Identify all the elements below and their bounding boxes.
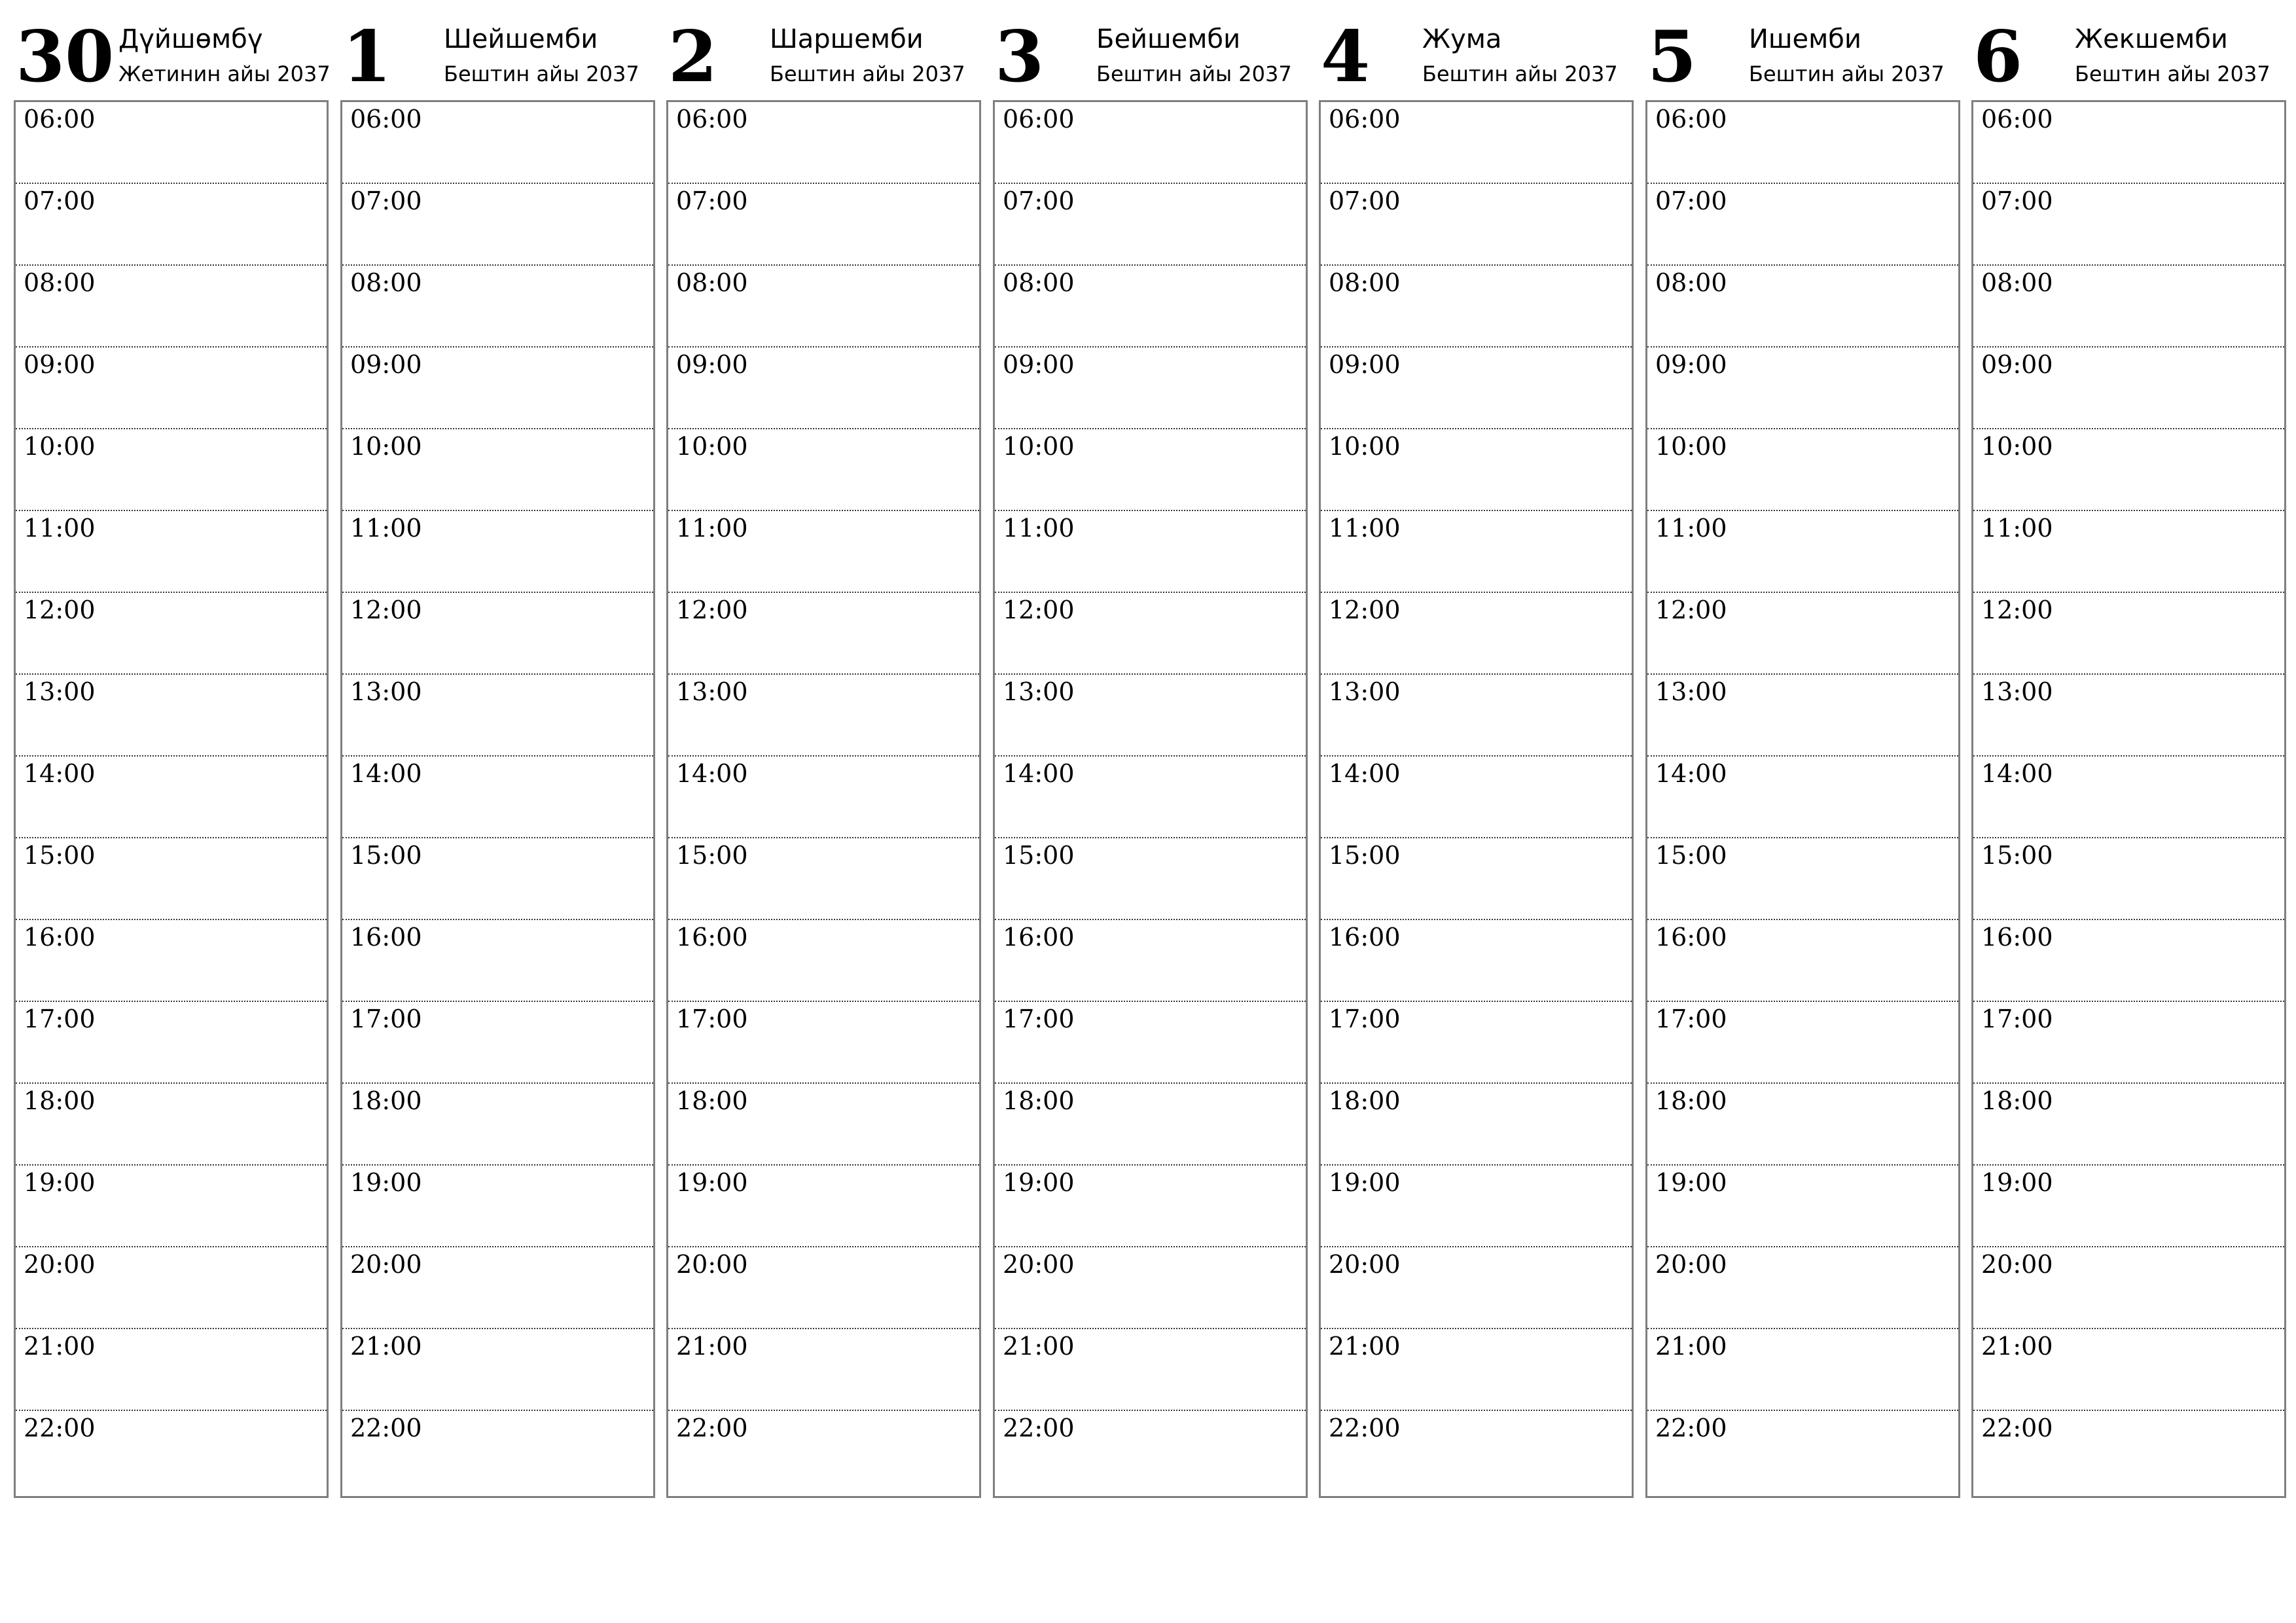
time-slot[interactable] xyxy=(1647,184,1958,266)
time-slot[interactable] xyxy=(1973,757,2284,838)
day-header xyxy=(666,0,978,99)
weekday-name: Дүйшөмбү xyxy=(118,24,263,54)
time-slot-label: 18:00 xyxy=(1003,1086,1075,1115)
time-slot-label: 11:00 xyxy=(1655,514,1727,543)
time-slot-label: 19:00 xyxy=(1655,1168,1727,1197)
day-schedule-box xyxy=(1971,100,2286,1498)
time-slot[interactable] xyxy=(16,1002,327,1084)
time-slot[interactable] xyxy=(995,593,1306,675)
time-slot-label: 19:00 xyxy=(1981,1168,2053,1197)
month-year-label: Бештин айы 2037 xyxy=(1422,62,1618,86)
time-slot[interactable] xyxy=(995,184,1306,266)
time-slot-label: 21:00 xyxy=(1981,1332,2053,1361)
time-slot[interactable] xyxy=(342,1002,653,1084)
time-slot[interactable] xyxy=(342,266,653,348)
month-year-label: Жетинин айы 2037 xyxy=(118,62,331,86)
time-slot-label: 09:00 xyxy=(676,350,748,379)
time-slot[interactable] xyxy=(1973,102,2284,184)
time-slot[interactable] xyxy=(1321,675,1632,757)
time-slot-label: 20:00 xyxy=(1981,1250,2053,1279)
time-slot-label: 08:00 xyxy=(676,268,748,297)
time-slot[interactable] xyxy=(1321,266,1632,348)
time-slot[interactable] xyxy=(16,675,327,757)
time-slot[interactable] xyxy=(1321,1329,1632,1411)
time-slot[interactable] xyxy=(1321,429,1632,511)
time-slot-label: 20:00 xyxy=(676,1250,748,1279)
time-slot[interactable] xyxy=(1321,348,1632,429)
time-slot-label: 11:00 xyxy=(1329,514,1401,543)
month-year-label: Бештин айы 2037 xyxy=(444,62,639,86)
day-column xyxy=(14,0,331,1442)
time-slot-label: 06:00 xyxy=(1655,105,1727,134)
time-slot[interactable] xyxy=(995,348,1306,429)
time-slot-label: 07:00 xyxy=(1329,187,1401,215)
time-slot[interactable] xyxy=(1973,348,2284,429)
time-slot-label: 22:00 xyxy=(1981,1414,2053,1442)
time-slot[interactable] xyxy=(342,184,653,266)
time-slot[interactable] xyxy=(1647,1411,1958,1493)
time-slot[interactable] xyxy=(1647,348,1958,429)
time-slot-label: 12:00 xyxy=(24,596,96,624)
time-slot[interactable] xyxy=(668,1329,979,1411)
time-slot[interactable] xyxy=(1321,757,1632,838)
day-number: 4 xyxy=(1321,16,1371,98)
time-slot[interactable] xyxy=(16,1084,327,1166)
day-schedule-box xyxy=(340,100,655,1498)
time-slot[interactable] xyxy=(342,1411,653,1493)
time-slot[interactable] xyxy=(1973,675,2284,757)
time-slot-label: 22:00 xyxy=(1003,1414,1075,1442)
time-slot-label: 07:00 xyxy=(1655,187,1727,215)
time-slot-label: 07:00 xyxy=(24,187,96,215)
day-header xyxy=(993,0,1305,99)
time-slot[interactable] xyxy=(1647,1084,1958,1166)
time-slot-label: 22:00 xyxy=(1655,1414,1727,1442)
time-slot-label: 20:00 xyxy=(1003,1250,1075,1279)
time-slot[interactable] xyxy=(342,920,653,1002)
day-schedule-box xyxy=(14,100,329,1498)
time-slot[interactable] xyxy=(342,1247,653,1329)
time-slot-label: 20:00 xyxy=(350,1250,422,1279)
time-slot-label: 22:00 xyxy=(676,1414,748,1442)
time-slot-label: 10:00 xyxy=(1655,432,1727,461)
time-slot[interactable] xyxy=(1321,102,1632,184)
time-slot-label: 15:00 xyxy=(24,841,96,870)
time-slot[interactable] xyxy=(1647,593,1958,675)
time-slot-label: 08:00 xyxy=(1981,268,2053,297)
time-slot-label: 18:00 xyxy=(676,1086,748,1115)
time-slot[interactable] xyxy=(995,1411,1306,1493)
time-slot[interactable] xyxy=(1973,1166,2284,1247)
time-slot[interactable] xyxy=(1321,920,1632,1002)
time-slot-label: 16:00 xyxy=(676,923,748,952)
time-slot-label: 12:00 xyxy=(1329,596,1401,624)
time-slot[interactable] xyxy=(342,1329,653,1411)
time-slot-label: 09:00 xyxy=(24,350,96,379)
time-slot-label: 21:00 xyxy=(24,1332,96,1361)
day-schedule-box xyxy=(993,100,1308,1498)
time-slot-label: 21:00 xyxy=(676,1332,748,1361)
time-slot[interactable] xyxy=(1973,1329,2284,1411)
time-slot[interactable] xyxy=(668,757,979,838)
time-slot[interactable] xyxy=(16,838,327,920)
time-slot-label: 18:00 xyxy=(24,1086,96,1115)
time-slot[interactable] xyxy=(1973,184,2284,266)
time-slot-label: 20:00 xyxy=(1655,1250,1727,1279)
time-slot-label: 19:00 xyxy=(1329,1168,1401,1197)
time-slot[interactable] xyxy=(668,348,979,429)
time-slot-label: 11:00 xyxy=(1981,514,2053,543)
time-slot[interactable] xyxy=(668,511,979,593)
time-slot[interactable] xyxy=(1973,266,2284,348)
time-slot-label: 10:00 xyxy=(676,432,748,461)
day-column xyxy=(1319,0,1631,1442)
month-year-label: Бештин айы 2037 xyxy=(770,62,965,86)
time-slot-label: 13:00 xyxy=(350,677,422,706)
time-slot[interactable] xyxy=(995,1329,1306,1411)
time-slot[interactable] xyxy=(995,838,1306,920)
time-slot-label: 10:00 xyxy=(1329,432,1401,461)
time-slot[interactable] xyxy=(16,429,327,511)
time-slot-label: 09:00 xyxy=(1981,350,2053,379)
time-slot-label: 09:00 xyxy=(1003,350,1075,379)
time-slot-label: 08:00 xyxy=(24,268,96,297)
time-slot[interactable] xyxy=(1647,102,1958,184)
time-slot-label: 13:00 xyxy=(24,677,96,706)
time-slot-label: 07:00 xyxy=(1981,187,2053,215)
time-slot-label: 15:00 xyxy=(1329,841,1401,870)
time-slot-label: 06:00 xyxy=(676,105,748,134)
day-header xyxy=(1645,0,1958,99)
weekday-name: Жекшемби xyxy=(2075,24,2228,54)
time-slot-label: 14:00 xyxy=(24,759,96,788)
time-slot[interactable] xyxy=(995,511,1306,593)
time-slot-label: 21:00 xyxy=(1003,1332,1075,1361)
time-slot[interactable] xyxy=(668,102,979,184)
month-year-label: Бештин айы 2037 xyxy=(1096,62,1292,86)
time-slot-label: 15:00 xyxy=(350,841,422,870)
time-slot-label: 19:00 xyxy=(676,1168,748,1197)
time-slot-label: 11:00 xyxy=(676,514,748,543)
time-slot-label: 09:00 xyxy=(350,350,422,379)
time-slot[interactable] xyxy=(1973,838,2284,920)
time-slot-label: 08:00 xyxy=(350,268,422,297)
day-column xyxy=(1971,0,2284,1442)
time-slot-label: 17:00 xyxy=(350,1005,422,1033)
time-slot-label: 15:00 xyxy=(1655,841,1727,870)
time-slot-label: 21:00 xyxy=(1655,1332,1727,1361)
weekday-name: Ишемби xyxy=(1749,24,1861,54)
time-slot[interactable] xyxy=(1973,1002,2284,1084)
time-slot-label: 06:00 xyxy=(1329,105,1401,134)
time-slot-label: 18:00 xyxy=(350,1086,422,1115)
time-slot[interactable] xyxy=(16,920,327,1002)
day-number: 3 xyxy=(995,16,1045,98)
time-slot[interactable] xyxy=(1321,1166,1632,1247)
time-slot[interactable] xyxy=(16,266,327,348)
time-slot-label: 17:00 xyxy=(1981,1005,2053,1033)
time-slot[interactable] xyxy=(668,184,979,266)
time-slot[interactable] xyxy=(1973,920,2284,1002)
time-slot-label: 13:00 xyxy=(1329,677,1401,706)
time-slot-label: 13:00 xyxy=(1003,677,1075,706)
time-slot-label: 15:00 xyxy=(676,841,748,870)
time-slot[interactable] xyxy=(16,184,327,266)
time-slot-label: 10:00 xyxy=(350,432,422,461)
time-slot-label: 16:00 xyxy=(1655,923,1727,952)
time-slot[interactable] xyxy=(1321,838,1632,920)
time-slot[interactable] xyxy=(1321,1247,1632,1329)
day-header xyxy=(340,0,653,99)
time-slot-label: 15:00 xyxy=(1003,841,1075,870)
time-slot-label: 09:00 xyxy=(1329,350,1401,379)
time-slot-label: 18:00 xyxy=(1329,1086,1401,1115)
time-slot[interactable] xyxy=(16,1329,327,1411)
time-slot[interactable] xyxy=(1647,429,1958,511)
time-slot-label: 11:00 xyxy=(350,514,422,543)
time-slot-label: 16:00 xyxy=(1003,923,1075,952)
day-column xyxy=(1645,0,1958,1442)
time-slot[interactable] xyxy=(1973,1247,2284,1329)
time-slot[interactable] xyxy=(668,1002,979,1084)
time-slot[interactable] xyxy=(995,1002,1306,1084)
day-schedule-box xyxy=(1645,100,1960,1498)
time-slot-label: 10:00 xyxy=(24,432,96,461)
time-slot-label: 10:00 xyxy=(1981,432,2053,461)
time-slot[interactable] xyxy=(1321,184,1632,266)
time-slot[interactable] xyxy=(342,675,653,757)
time-slot-label: 22:00 xyxy=(350,1414,422,1442)
time-slot-label: 12:00 xyxy=(1981,596,2053,624)
time-slot-label: 06:00 xyxy=(1003,105,1075,134)
time-slot-label: 21:00 xyxy=(350,1332,422,1361)
time-slot[interactable] xyxy=(16,511,327,593)
time-slot-label: 14:00 xyxy=(1003,759,1075,788)
time-slot[interactable] xyxy=(668,838,979,920)
time-slot[interactable] xyxy=(16,1166,327,1247)
time-slot[interactable] xyxy=(342,1084,653,1166)
time-slot-label: 17:00 xyxy=(1329,1005,1401,1033)
day-column xyxy=(666,0,978,1442)
time-slot[interactable] xyxy=(668,1411,979,1493)
time-slot-label: 17:00 xyxy=(1003,1005,1075,1033)
time-slot-label: 08:00 xyxy=(1003,268,1075,297)
time-slot[interactable] xyxy=(1973,1411,2284,1493)
time-slot[interactable] xyxy=(995,757,1306,838)
time-slot[interactable] xyxy=(1321,1411,1632,1493)
time-slot-label: 22:00 xyxy=(1329,1414,1401,1442)
day-header xyxy=(14,0,331,99)
time-slot[interactable] xyxy=(668,429,979,511)
month-year-label: Бештин айы 2037 xyxy=(2075,62,2270,86)
time-slot-label: 14:00 xyxy=(1655,759,1727,788)
time-slot[interactable] xyxy=(668,920,979,1002)
time-slot-label: 20:00 xyxy=(1329,1250,1401,1279)
time-slot-label: 18:00 xyxy=(1655,1086,1727,1115)
time-slot-label: 16:00 xyxy=(1981,923,2053,952)
time-slot-label: 12:00 xyxy=(1655,596,1727,624)
weekday-name: Шейшемби xyxy=(444,24,598,54)
time-slot-label: 11:00 xyxy=(1003,514,1075,543)
time-slot[interactable] xyxy=(16,757,327,838)
time-slot-label: 06:00 xyxy=(1981,105,2053,134)
time-slot[interactable] xyxy=(1973,429,2284,511)
time-slot-label: 12:00 xyxy=(350,596,422,624)
time-slot[interactable] xyxy=(1647,1247,1958,1329)
time-slot[interactable] xyxy=(1973,511,2284,593)
time-slot-label: 22:00 xyxy=(24,1414,96,1442)
time-slot[interactable] xyxy=(668,675,979,757)
time-slot-label: 13:00 xyxy=(1981,677,2053,706)
weekday-name: Жума xyxy=(1422,24,1502,54)
time-slot[interactable] xyxy=(668,593,979,675)
time-slot-label: 19:00 xyxy=(350,1168,422,1197)
time-slot[interactable] xyxy=(16,1247,327,1329)
time-slot-label: 14:00 xyxy=(350,759,422,788)
time-slot-label: 13:00 xyxy=(676,677,748,706)
time-slot-label: 16:00 xyxy=(350,923,422,952)
time-slot[interactable] xyxy=(1321,593,1632,675)
time-slot-label: 19:00 xyxy=(1003,1168,1075,1197)
time-slot[interactable] xyxy=(995,1084,1306,1166)
time-slot[interactable] xyxy=(16,593,327,675)
time-slot-label: 11:00 xyxy=(24,514,96,543)
weekday-name: Шаршемби xyxy=(770,24,924,54)
time-slot[interactable] xyxy=(668,1166,979,1247)
time-slot-label: 16:00 xyxy=(1329,923,1401,952)
time-slot-label: 14:00 xyxy=(1981,759,2053,788)
time-slot[interactable] xyxy=(1647,920,1958,1002)
time-slot[interactable] xyxy=(342,757,653,838)
time-slot[interactable] xyxy=(995,266,1306,348)
time-slot[interactable] xyxy=(1647,511,1958,593)
time-slot-label: 09:00 xyxy=(1655,350,1727,379)
weekday-name: Бейшемби xyxy=(1096,24,1241,54)
time-slot[interactable] xyxy=(1973,593,2284,675)
time-slot-label: 17:00 xyxy=(676,1005,748,1033)
time-slot[interactable] xyxy=(342,102,653,184)
day-number: 1 xyxy=(342,16,392,98)
time-slot-label: 07:00 xyxy=(676,187,748,215)
time-slot-label: 14:00 xyxy=(676,759,748,788)
time-slot[interactable] xyxy=(1647,266,1958,348)
time-slot-label: 07:00 xyxy=(350,187,422,215)
time-slot[interactable] xyxy=(1973,1084,2284,1166)
time-slot[interactable] xyxy=(995,1247,1306,1329)
time-slot[interactable] xyxy=(1647,675,1958,757)
day-schedule-box xyxy=(1319,100,1634,1498)
time-slot-label: 08:00 xyxy=(1329,268,1401,297)
time-slot[interactable] xyxy=(342,429,653,511)
time-slot-label: 06:00 xyxy=(350,105,422,134)
time-slot[interactable] xyxy=(342,511,653,593)
time-slot[interactable] xyxy=(1647,757,1958,838)
day-number: 2 xyxy=(668,16,718,98)
time-slot[interactable] xyxy=(1647,1002,1958,1084)
time-slot[interactable] xyxy=(995,429,1306,511)
time-slot[interactable] xyxy=(342,593,653,675)
time-slot-label: 17:00 xyxy=(1655,1005,1727,1033)
time-slot-label: 18:00 xyxy=(1981,1086,2053,1115)
time-slot[interactable] xyxy=(1647,838,1958,920)
time-slot[interactable] xyxy=(995,1166,1306,1247)
time-slot-label: 14:00 xyxy=(1329,759,1401,788)
time-slot-label: 16:00 xyxy=(24,923,96,952)
time-slot[interactable] xyxy=(1647,1166,1958,1247)
time-slot[interactable] xyxy=(668,1247,979,1329)
time-slot[interactable] xyxy=(668,1084,979,1166)
month-year-label: Бештин айы 2037 xyxy=(1749,62,1945,86)
time-slot-label: 12:00 xyxy=(1003,596,1075,624)
time-slot[interactable] xyxy=(1321,511,1632,593)
day-schedule-box xyxy=(666,100,981,1498)
time-slot[interactable] xyxy=(1647,1329,1958,1411)
time-slot-label: 12:00 xyxy=(676,596,748,624)
time-slot[interactable] xyxy=(995,920,1306,1002)
time-slot[interactable] xyxy=(668,266,979,348)
time-slot[interactable] xyxy=(16,102,327,184)
time-slot-label: 15:00 xyxy=(1981,841,2053,870)
time-slot-label: 13:00 xyxy=(1655,677,1727,706)
day-number: 5 xyxy=(1647,16,1697,98)
time-slot[interactable] xyxy=(1321,1084,1632,1166)
time-slot-label: 20:00 xyxy=(24,1250,96,1279)
time-slot[interactable] xyxy=(342,838,653,920)
time-slot-label: 17:00 xyxy=(24,1005,96,1033)
time-slot[interactable] xyxy=(16,1411,327,1493)
day-number: 6 xyxy=(1973,16,2023,98)
day-header xyxy=(1971,0,2284,99)
time-slot[interactable] xyxy=(995,675,1306,757)
time-slot-label: 07:00 xyxy=(1003,187,1075,215)
time-slot[interactable] xyxy=(16,348,327,429)
time-slot-label: 06:00 xyxy=(24,105,96,134)
time-slot[interactable] xyxy=(342,348,653,429)
time-slot-label: 19:00 xyxy=(24,1168,96,1197)
day-header xyxy=(1319,0,1631,99)
time-slot[interactable] xyxy=(995,102,1306,184)
time-slot[interactable] xyxy=(1321,1002,1632,1084)
time-slot-label: 08:00 xyxy=(1655,268,1727,297)
time-slot[interactable] xyxy=(342,1166,653,1247)
time-slot-label: 21:00 xyxy=(1329,1332,1401,1361)
time-slot-label: 10:00 xyxy=(1003,432,1075,461)
day-column xyxy=(340,0,653,1442)
day-number: 30 xyxy=(16,16,115,98)
day-column xyxy=(993,0,1305,1442)
